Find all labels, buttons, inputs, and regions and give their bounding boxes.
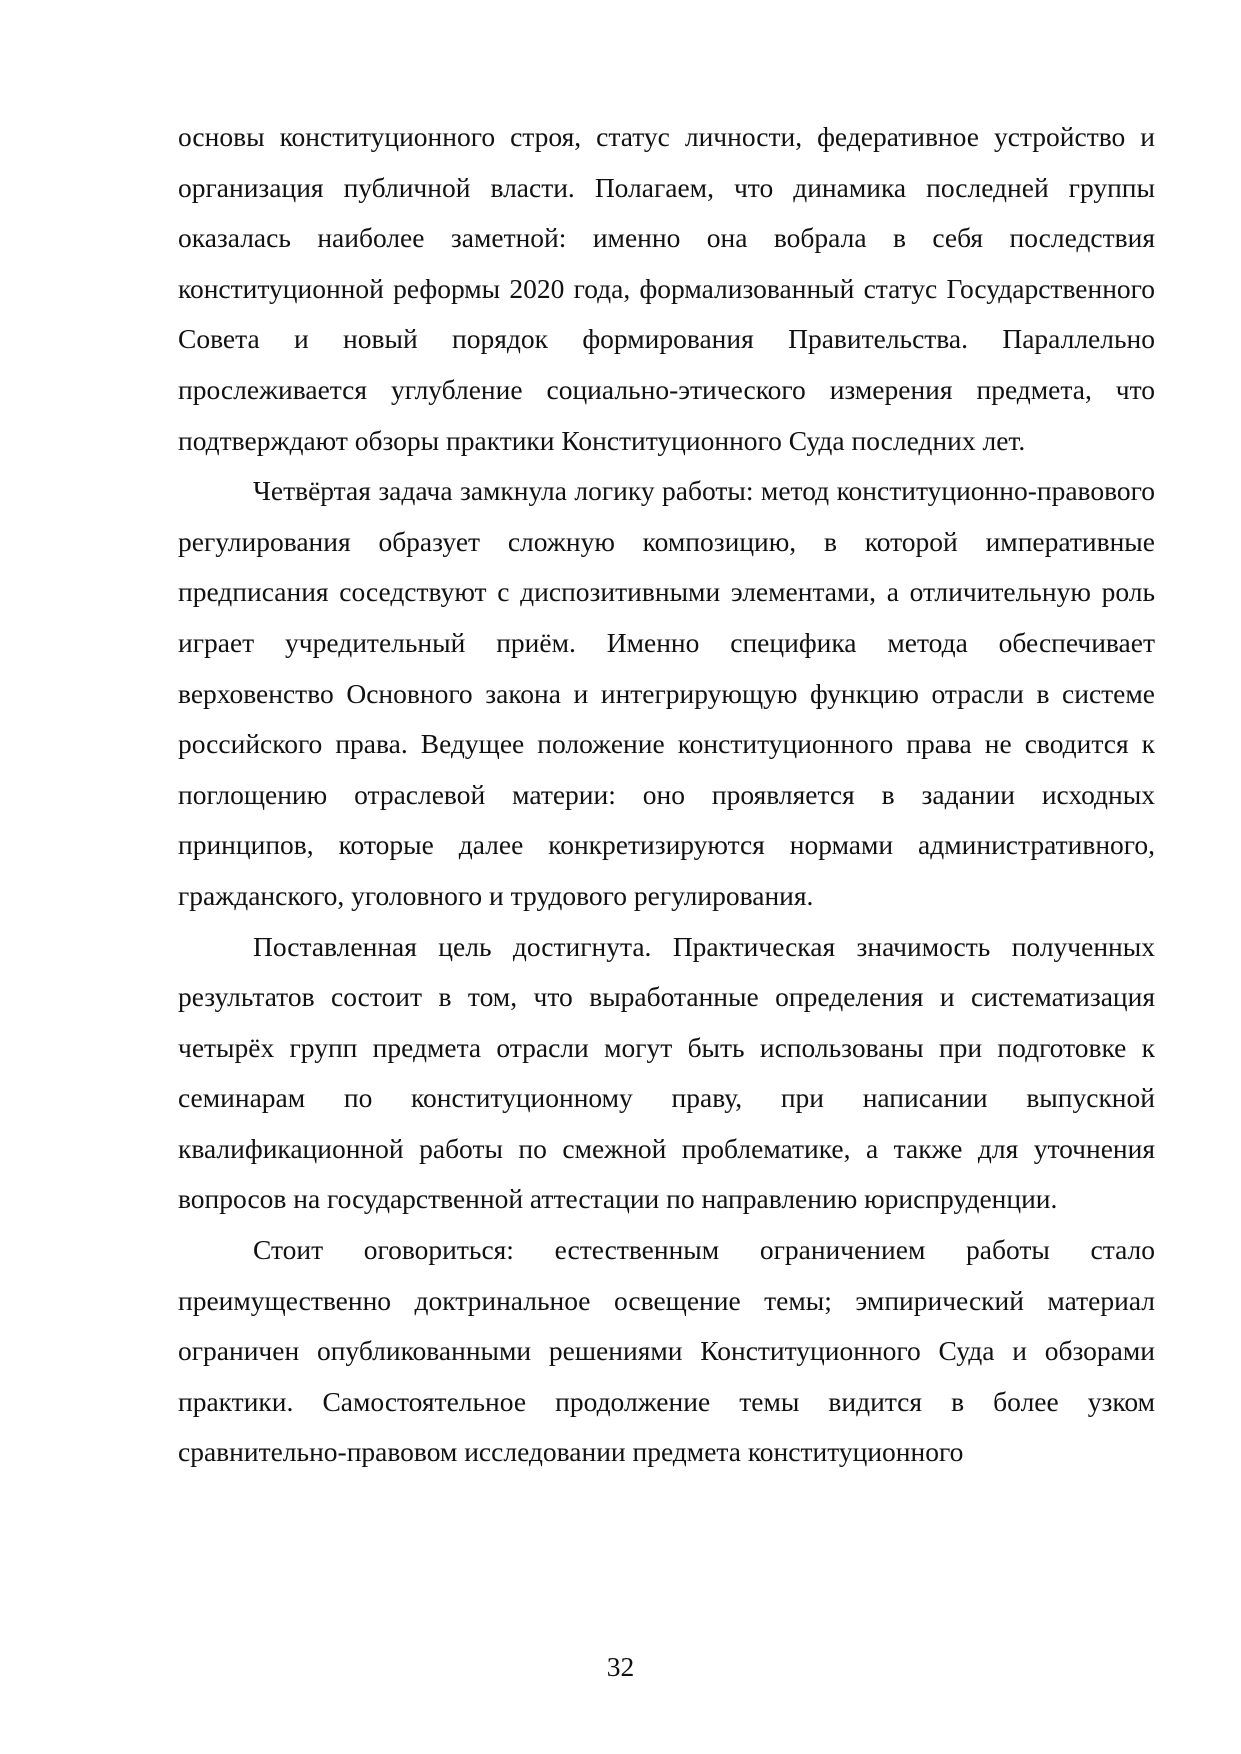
paragraph-continuation: основы конституционного строя, статус личности, федеративное устройство и организация публичной власти. Полагаем, что динамика последней группы оказалась наиболее заметной: именно она вобрала в себя последствия конституционной реформы 2020 года, формализованный статус Государственного Совета и новый порядок формирования Правительства. Параллельно прослеживается углубление социально-этического измерения предмета, что подтверждают обзоры практики Конституционного Суда последних лет.: [178, 121, 1155, 456]
paragraph-fourth-task: Четвёртая задача замкнула логику работы: метод конституционно-правового регулирования образует сложную композицию, в которой императивные предписания соседствуют с диспозитивными элементами, а отличительную роль играет учредительный приём. Именно специфика метода обеспечивает верховенство Основного закона и интегрирующую функцию отрасли в системе российского права. Ведущее положение конституционного права не сводится к поглощению отраслевой материи: оно проявляется в задании исходных принципов, которые далее конкретизируются нормами административного, гражданского, уголовного и трудового регулирования.: [178, 475, 1155, 911]
paragraph-goal-achieved: Поставленная цель достигнута. Практическая значимость полученных результатов состоит в том, что выработанные определения и систематизация четырёх групп предмета отрасли могут быть использованы при подготовке к семинарам по конституционному праву, при написании выпускной квалификационной работы по смежной проблематике, а также для уточнения вопросов на государственной аттестации по направлению юриспруденции.: [178, 930, 1155, 1215]
paragraph-limitations: Стоит оговориться: естественным ограничением работы стало преимущественно доктринальное освещение темы; эмпирический материал ограничен опубликованными решениями Конституционного Суда и обзорами практики. Самостоятельное продолжение темы видится в более узком сравнительно-правовом исследовании предмета конституционного: [178, 1234, 1155, 1468]
page-number: 32: [606, 1651, 635, 1682]
document-body: [178, 112, 1155, 1478]
